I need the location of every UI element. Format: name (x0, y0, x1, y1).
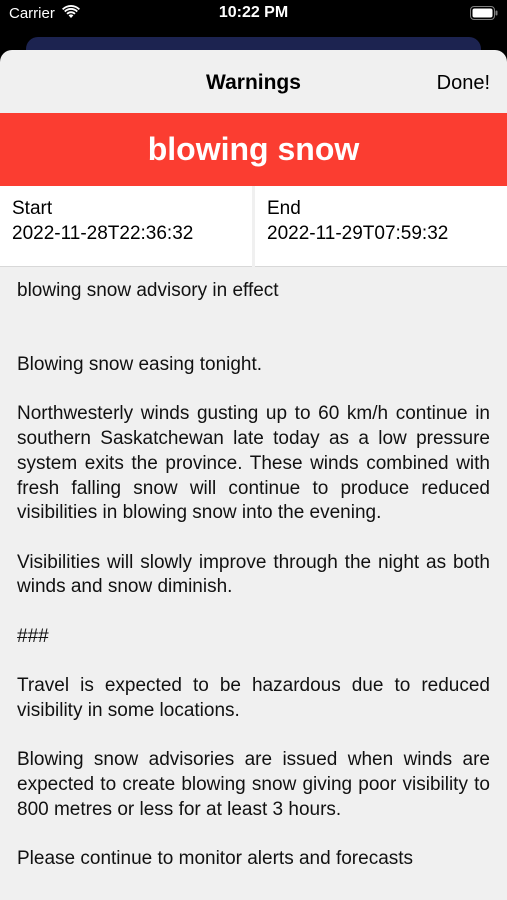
message-paragraph: Northwesterly winds gusting up to 60 km/h continue in southern Saskatchewan late today as a low pressure system exits the province. These winds combined with fresh falling snow will continue to produce reduced visibilities in blowing snow into the evening. (17, 403, 490, 524)
message-paragraph: Travel is expected to be hazardous due to reduced visibility in some locations. (17, 675, 490, 721)
message-paragraph: Blowing snow advisories are issued when winds are expected to create blowing snow giving poor visibility to 800 metres or less for at least 3 hours. (17, 749, 490, 820)
status-bar (0, 0, 507, 34)
start-value: 2022-11-28T22:36:32 (12, 223, 194, 244)
nav-bar (0, 50, 507, 113)
warnings-sheet (0, 50, 507, 900)
page-title: Warnings (206, 71, 301, 94)
message-paragraph: Visibilities will slowly improve through the night as both winds and snow diminish. (17, 551, 490, 598)
message-paragraph: Please continue to monitor alerts and forecasts (17, 848, 414, 870)
message-separator: ### (17, 625, 49, 647)
carrier-label: Carrier (9, 5, 55, 22)
warning-type-banner: blowing snow (0, 113, 507, 186)
done-button[interactable]: Done! (436, 72, 490, 94)
end-date-cell (255, 186, 507, 267)
dates-row (0, 186, 507, 267)
message-headline: blowing snow advisory in effect (17, 280, 279, 301)
message-paragraph: Blowing snow easing tonight. (17, 354, 263, 376)
end-value: 2022-11-29T07:59:32 (267, 223, 449, 244)
start-label: Start (12, 198, 53, 219)
clock: 10:22 PM (218, 4, 289, 21)
start-date-cell (0, 186, 252, 267)
warning-message[interactable] (0, 267, 507, 872)
end-label: End (267, 198, 301, 219)
battery-icon (470, 6, 498, 25)
